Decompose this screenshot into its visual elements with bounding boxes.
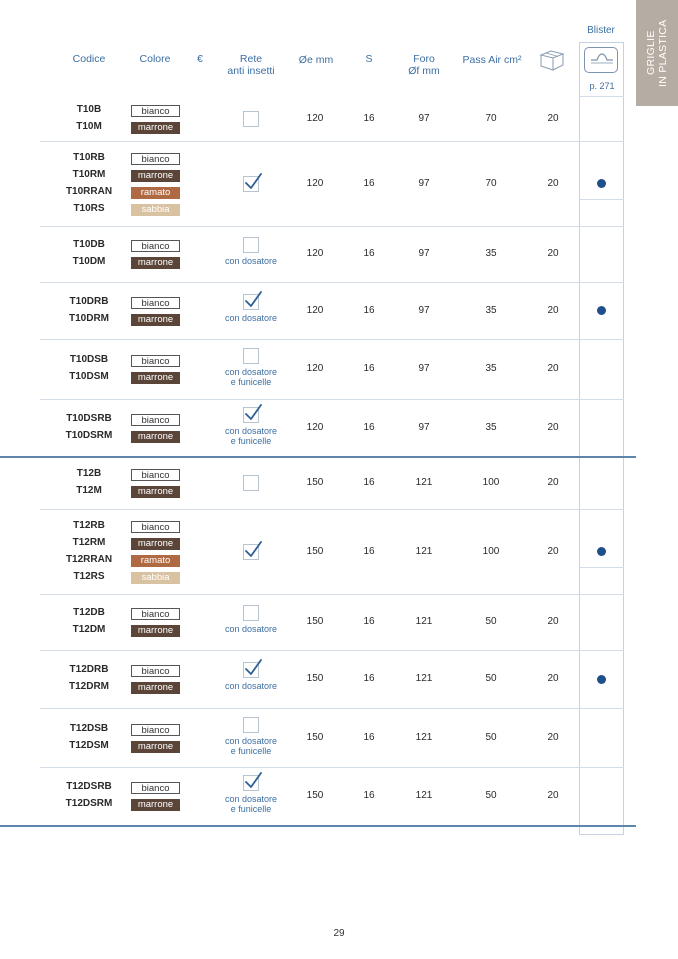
- box-quantity-value: 20: [547, 477, 559, 488]
- color-swatch-marrone: marrone: [131, 372, 180, 384]
- row-divider: [40, 339, 624, 340]
- color-swatch-marrone: marrone: [131, 314, 180, 326]
- product-code: T10M: [76, 120, 102, 132]
- box-quantity-value: 20: [547, 363, 559, 374]
- insect-net-checkbox-checked: [243, 662, 259, 678]
- color-swatch-marrone: marrone: [131, 799, 180, 811]
- insect-net-checkbox: [243, 237, 259, 253]
- header-rete: [216, 53, 286, 77]
- color-swatch-bianco: bianco: [131, 297, 180, 309]
- s-value: 16: [363, 177, 375, 189]
- s-value: 16: [363, 477, 375, 488]
- insect-net-checkbox-checked: [243, 544, 259, 560]
- header-colore: Colore: [139, 53, 171, 65]
- s-value: 16: [363, 545, 375, 557]
- product-code: T10DB: [73, 239, 105, 250]
- hole-diameter-value: 97: [418, 304, 430, 316]
- product-code: T10DSRB: [66, 412, 112, 424]
- color-swatch-bianco: bianco: [131, 414, 180, 426]
- insect-net-checkbox-checked: [243, 294, 259, 310]
- hole-diameter-value: 97: [418, 177, 430, 189]
- diameter-value: 120: [306, 304, 324, 316]
- header-pass-air: Pass Air cm²: [462, 54, 522, 66]
- box-quantity-value: 20: [547, 790, 559, 801]
- s-value: 16: [363, 112, 375, 124]
- diameter-value: 120: [306, 363, 324, 374]
- product-code: T12DSM: [69, 739, 109, 751]
- blister-cell-divider: [579, 567, 624, 568]
- insect-net-checkbox: [243, 605, 259, 621]
- box-quantity-value: 20: [547, 177, 559, 189]
- package-box-icon: [538, 47, 566, 73]
- product-code: T10DSB: [69, 354, 109, 365]
- color-swatch-marrone: marrone: [131, 486, 180, 498]
- blister-dot-icon: [597, 179, 606, 188]
- color-swatch-ramato: ramato: [131, 187, 180, 199]
- color-swatch-bianco: bianco: [131, 153, 180, 165]
- checkmark-icon: [243, 771, 263, 791]
- color-swatch-bianco: bianco: [131, 355, 180, 367]
- blister-header: Blister: [587, 25, 615, 36]
- product-code: T12RS: [73, 570, 105, 582]
- color-swatch-bianco: bianco: [131, 105, 180, 117]
- section-tab: [636, 0, 678, 106]
- color-swatch-marrone: marrone: [131, 625, 180, 637]
- checkmark-icon: [243, 403, 263, 423]
- insect-net-note: con dosatore: [224, 312, 278, 323]
- product-code: T10DRM: [68, 312, 109, 324]
- product-code: T10DSRM: [65, 429, 113, 441]
- product-code: T12M: [76, 485, 102, 496]
- diameter-value: 120: [306, 248, 324, 259]
- color-swatch-bianco: bianco: [131, 724, 180, 736]
- insect-net-note: con dosatore: [224, 681, 278, 691]
- hole-diameter-value: 97: [418, 421, 430, 433]
- section-tab-label: [636, 0, 678, 106]
- section-tab-line2: IN PLASTICA: [657, 19, 669, 87]
- product-code: T12RB: [73, 519, 105, 531]
- product-code: T10RB: [73, 151, 105, 163]
- diameter-value: 150: [306, 545, 324, 557]
- hole-diameter-value: 121: [415, 477, 433, 488]
- color-swatch-marrone: marrone: [131, 682, 180, 694]
- diameter-value: 150: [306, 477, 324, 488]
- insect-net-checkbox: [243, 348, 259, 364]
- insect-net-checkbox-checked: [243, 407, 259, 423]
- box-quantity-value: 20: [547, 673, 559, 684]
- box-quantity-value: 20: [547, 304, 559, 316]
- blister-cell-divider: [579, 199, 624, 200]
- row-divider: [40, 226, 624, 227]
- s-value: 16: [363, 248, 375, 259]
- header-euro: €: [197, 53, 203, 65]
- product-code: T12DSRB: [66, 781, 112, 792]
- hole-diameter-value: 121: [415, 545, 433, 557]
- hole-diameter-value: 97: [418, 112, 430, 124]
- color-swatch-marrone: marrone: [131, 538, 180, 550]
- row-divider: [40, 708, 624, 709]
- product-code: T12B: [76, 468, 102, 479]
- header-rete-line2: anti insetti: [227, 65, 275, 77]
- s-value: 16: [363, 421, 375, 433]
- diameter-value: 120: [306, 177, 324, 189]
- box-quantity-value: 20: [547, 616, 559, 627]
- diameter-value: 120: [306, 112, 324, 124]
- color-swatch-bianco: bianco: [131, 521, 180, 533]
- box-quantity-value: 20: [547, 731, 559, 743]
- color-swatch-bianco: bianco: [131, 240, 180, 252]
- s-value: 16: [363, 616, 375, 627]
- blister-page-ref: p. 271: [589, 81, 615, 91]
- product-code: T10RS: [73, 202, 105, 214]
- pass-air-value: 50: [485, 731, 497, 743]
- blister-dot-icon: [597, 675, 606, 684]
- s-value: 16: [363, 731, 375, 743]
- color-swatch-bianco: bianco: [131, 782, 180, 794]
- diameter-value: 150: [306, 616, 324, 627]
- color-swatch-sabbia: sabbia: [131, 572, 180, 584]
- section-divider: [0, 456, 636, 458]
- blister-dot-icon: [597, 306, 606, 315]
- pass-air-value: 70: [485, 177, 497, 189]
- header-s: S: [365, 53, 373, 65]
- pass-air-value: 35: [485, 248, 497, 259]
- blister-cell-divider: [579, 96, 624, 97]
- product-code: T12DSRM: [65, 798, 113, 809]
- diameter-value: 120: [306, 421, 324, 433]
- product-code: T12DSB: [69, 722, 109, 734]
- color-swatch-ramato: ramato: [131, 555, 180, 567]
- row-divider: [40, 509, 624, 510]
- color-swatch-marrone: marrone: [131, 431, 180, 443]
- s-value: 16: [363, 790, 375, 801]
- product-code: T12DB: [73, 607, 105, 618]
- box-quantity-value: 20: [547, 248, 559, 259]
- color-swatch-bianco: bianco: [131, 608, 180, 620]
- insect-net-note: con dosatore e funicelle: [224, 367, 278, 387]
- color-swatch-sabbia: sabbia: [131, 204, 180, 216]
- insect-net-checkbox: [243, 475, 259, 491]
- pass-air-value: 100: [482, 545, 500, 557]
- color-swatch-marrone: marrone: [131, 170, 180, 182]
- product-code: T10RM: [72, 168, 106, 180]
- diameter-value: 150: [306, 731, 324, 743]
- color-swatch-bianco: bianco: [131, 665, 180, 677]
- hole-diameter-value: 121: [415, 790, 433, 801]
- color-swatch-marrone: marrone: [131, 257, 180, 269]
- diameter-value: 150: [306, 790, 324, 801]
- checkmark-icon: [243, 290, 263, 310]
- blister-dot-icon: [597, 547, 606, 556]
- pass-air-value: 50: [485, 616, 497, 627]
- row-divider: [40, 282, 624, 283]
- checkmark-icon: [243, 540, 263, 560]
- hole-diameter-value: 97: [418, 363, 430, 374]
- product-code: T10DSM: [69, 371, 109, 382]
- s-value: 16: [363, 304, 375, 316]
- product-code: T10DM: [72, 256, 106, 267]
- header-foro-line1: Foro: [413, 53, 435, 65]
- pass-air-value: 35: [485, 363, 497, 374]
- pass-air-value: 35: [485, 304, 497, 316]
- header-diametro: Øe mm: [298, 54, 334, 66]
- product-code: T12DRB: [69, 664, 109, 675]
- row-divider: [40, 650, 624, 651]
- pass-air-value: 50: [485, 790, 497, 801]
- s-value: 16: [363, 363, 375, 374]
- checkmark-icon: [243, 658, 263, 678]
- box-quantity-value: 20: [547, 545, 559, 557]
- header-rete-line1: Rete: [239, 53, 263, 65]
- blister-column: [579, 42, 624, 835]
- color-swatch-marrone: marrone: [131, 741, 180, 753]
- pass-air-value: 100: [482, 477, 500, 488]
- page-number: 29: [333, 928, 345, 939]
- product-code: T12RM: [72, 536, 106, 548]
- product-code: T10DRB: [69, 295, 109, 307]
- product-code: T12DM: [72, 624, 106, 635]
- section-tab-line1: GRIGLIE: [645, 30, 657, 76]
- header-codice: Codice: [72, 53, 106, 65]
- product-code: T10B: [76, 103, 102, 115]
- insect-net-note: con dosatore: [224, 256, 278, 266]
- insect-net-checkbox: [243, 717, 259, 733]
- insect-net-checkbox-checked: [243, 176, 259, 192]
- product-code: T12RRAN: [65, 553, 113, 565]
- blister-hanger-icon: [584, 47, 618, 73]
- insect-net-note: con dosatore e funicelle: [224, 794, 278, 814]
- checkmark-icon: [243, 172, 263, 192]
- diameter-value: 150: [306, 673, 324, 684]
- product-code: T12DRM: [68, 681, 109, 692]
- header-foro: [400, 53, 448, 77]
- row-divider: [40, 767, 624, 768]
- s-value: 16: [363, 673, 375, 684]
- box-quantity-value: 20: [547, 112, 559, 124]
- section-divider: [0, 825, 636, 827]
- insect-net-checkbox-checked: [243, 775, 259, 791]
- row-divider: [40, 141, 624, 142]
- pass-air-value: 70: [485, 112, 497, 124]
- color-swatch-marrone: marrone: [131, 122, 180, 134]
- hole-diameter-value: 121: [415, 673, 433, 684]
- product-code: T10RRAN: [65, 185, 113, 197]
- row-divider: [40, 594, 624, 595]
- hole-diameter-value: 121: [415, 731, 433, 743]
- insect-net-note: con dosatore e funicelle: [224, 735, 278, 756]
- header-foro-line2: Øf mm: [408, 65, 440, 77]
- pass-air-value: 35: [485, 421, 497, 433]
- insect-net-note: con dosatore: [224, 624, 278, 634]
- pass-air-value: 50: [485, 673, 497, 684]
- row-divider: [40, 399, 624, 400]
- color-swatch-bianco: bianco: [131, 469, 180, 481]
- box-quantity-value: 20: [547, 421, 559, 433]
- hole-diameter-value: 97: [418, 248, 430, 259]
- insect-net-note: con dosatore e funicelle: [224, 425, 278, 446]
- hole-diameter-value: 121: [415, 616, 433, 627]
- insect-net-checkbox: [243, 111, 259, 127]
